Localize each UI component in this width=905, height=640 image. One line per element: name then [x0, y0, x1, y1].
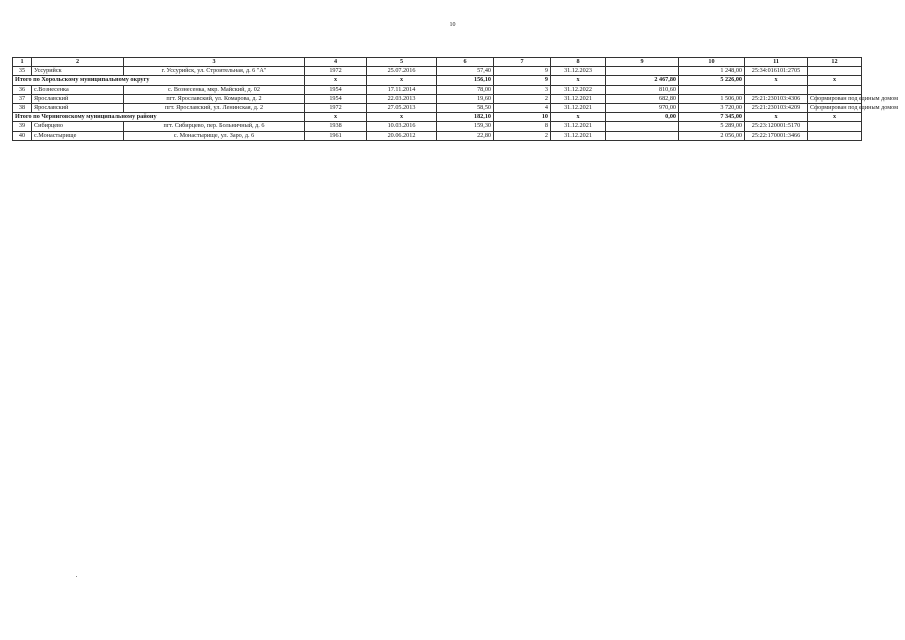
cell-value-10: 3 720,00 — [679, 103, 745, 112]
table-row — [13, 131, 862, 140]
cell-value-10 — [679, 85, 745, 94]
cell-deadline: 31.12.2023 — [551, 67, 606, 76]
cell-deadline: 31.12.2022 — [551, 85, 606, 94]
cell-address: с. Монастырище, ул. Заро, д. 6 — [124, 131, 305, 140]
header-row — [13, 58, 862, 67]
cell-value-10: 7 345,00 — [679, 113, 745, 122]
column-header: 1 — [13, 58, 32, 67]
cell-value-9: 682,80 — [606, 94, 679, 103]
column-header: 8 — [551, 58, 606, 67]
cell-value-9: 810,60 — [606, 85, 679, 94]
cell-date: 20.06.2012 — [367, 131, 437, 140]
cell-note — [808, 131, 862, 140]
cell-cadastral: 25:23:120001:5170 — [745, 122, 808, 131]
cell-year: 1961 — [305, 131, 367, 140]
cell-value-9: 0,00 — [606, 113, 679, 122]
cell-address: пгт. Сибирцево, пер. Больничный, д. 6 — [124, 122, 305, 131]
scan-speck — [76, 576, 77, 577]
cell-note: х — [808, 113, 862, 122]
cell-number: 39 — [13, 122, 32, 131]
cell-value-9: 970,00 — [606, 103, 679, 112]
cell-deadline: 31.12.2021 — [551, 94, 606, 103]
cell-address: пгт. Ярославский, ул. Комарова, д. 2 — [124, 94, 305, 103]
cell-settlement: с.Вознесенка — [32, 85, 124, 94]
column-header: 12 — [808, 58, 862, 67]
cell-cadastral: х — [745, 113, 808, 122]
cell-year: 1954 — [305, 94, 367, 103]
cell-count: 4 — [494, 103, 551, 112]
cell-note — [808, 85, 862, 94]
cell-date: х — [367, 113, 437, 122]
cell-settlement: Ярославский — [32, 94, 124, 103]
cell-value-10: 5 289,00 — [679, 122, 745, 131]
cell-note — [808, 122, 862, 131]
cell-number: 37 — [13, 94, 32, 103]
cell-year: х — [305, 76, 367, 85]
table-row — [13, 94, 862, 103]
cell-area: 57,40 — [437, 67, 494, 76]
cell-date: х — [367, 76, 437, 85]
column-header: 5 — [367, 58, 437, 67]
cell-number: 38 — [13, 103, 32, 112]
total-row — [13, 113, 862, 122]
cell-date: 25.07.2016 — [367, 67, 437, 76]
cell-date: 27.05.2013 — [367, 103, 437, 112]
total-label: Итого по Черниговскому муниципальному району — [13, 113, 305, 122]
column-header: 6 — [437, 58, 494, 67]
cell-value-9: 2 467,80 — [606, 76, 679, 85]
cell-count: 9 — [494, 67, 551, 76]
cell-area: 182,10 — [437, 113, 494, 122]
cell-settlement: Уссурийск — [32, 67, 124, 76]
total-label: Итого по Хорольскому муниципальному округу — [13, 76, 305, 85]
table-row — [13, 85, 862, 94]
cell-value-10: 5 226,00 — [679, 76, 745, 85]
cell-count: 10 — [494, 113, 551, 122]
table-row — [13, 67, 862, 76]
cell-area: 22,80 — [437, 131, 494, 140]
cell-note: Сформирован под единым домом — [808, 103, 862, 112]
cell-count: 9 — [494, 76, 551, 85]
cell-year: 1972 — [305, 103, 367, 112]
cell-number: 36 — [13, 85, 32, 94]
column-header: 7 — [494, 58, 551, 67]
cell-year: 1938 — [305, 122, 367, 131]
cell-cadastral: 25:21:230103:4306 — [745, 94, 808, 103]
table-row — [13, 122, 862, 131]
cell-cadastral: 25:34:016101:2705 — [745, 67, 808, 76]
cell-settlement: Ярославский — [32, 103, 124, 112]
column-header: 2 — [32, 58, 124, 67]
cell-note — [808, 67, 862, 76]
cell-note: х — [808, 76, 862, 85]
column-header: 9 — [606, 58, 679, 67]
cell-value-9 — [606, 131, 679, 140]
cell-deadline: 31.12.2021 — [551, 131, 606, 140]
cell-date: 17.11.2014 — [367, 85, 437, 94]
column-header: 4 — [305, 58, 367, 67]
cell-address: с. Вознесенка, мкр. Майский, д. 02 — [124, 85, 305, 94]
registry-table — [12, 57, 898, 141]
column-header: 10 — [679, 58, 745, 67]
cell-deadline: 31.12.2021 — [551, 103, 606, 112]
cell-count: 3 — [494, 85, 551, 94]
page-number: 10 — [449, 22, 456, 28]
cell-cadastral: х — [745, 76, 808, 85]
cell-date: 22.03.2013 — [367, 94, 437, 103]
cell-value-10: 1 506,00 — [679, 94, 745, 103]
cell-year: 1972 — [305, 67, 367, 76]
cell-cadastral — [745, 85, 808, 94]
cell-deadline: х — [551, 113, 606, 122]
cell-value-10: 1 248,00 — [679, 67, 745, 76]
cell-area: 78,00 — [437, 85, 494, 94]
cell-value-10: 2 056,00 — [679, 131, 745, 140]
cell-number: 35 — [13, 67, 32, 76]
cell-area: 19,60 — [437, 94, 494, 103]
cell-note: Сформирован под единым домом — [808, 94, 862, 103]
cell-settlement: с.Монастырище — [32, 131, 124, 140]
cell-count: 2 — [494, 94, 551, 103]
cell-address: г. Уссурийск, ул. Строительная, д. 6 "А" — [124, 67, 305, 76]
cell-value-9 — [606, 67, 679, 76]
cell-address: пгт. Ярославский, ул. Ленинская, д. 2 — [124, 103, 305, 112]
cell-year: х — [305, 113, 367, 122]
cell-deadline: х — [551, 76, 606, 85]
cell-date: 10.03.2016 — [367, 122, 437, 131]
cell-deadline: 31.12.2021 — [551, 122, 606, 131]
cell-area: 156,10 — [437, 76, 494, 85]
column-header: 11 — [745, 58, 808, 67]
cell-settlement: Сибирцево — [32, 122, 124, 131]
table-body — [13, 67, 898, 141]
cell-cadastral: 25:22:170001:3466 — [745, 131, 808, 140]
column-header: 3 — [124, 58, 305, 67]
total-row — [13, 76, 862, 85]
cell-cadastral: 25:21:230103:4209 — [745, 103, 808, 112]
cell-value-9 — [606, 122, 679, 131]
cell-count: 2 — [494, 131, 551, 140]
cell-area: 159,30 — [437, 122, 494, 131]
cell-count: 8 — [494, 122, 551, 131]
table-row — [13, 103, 862, 112]
cell-number: 40 — [13, 131, 32, 140]
cell-year: 1954 — [305, 85, 367, 94]
cell-area: 58,50 — [437, 103, 494, 112]
table-header — [13, 58, 862, 67]
